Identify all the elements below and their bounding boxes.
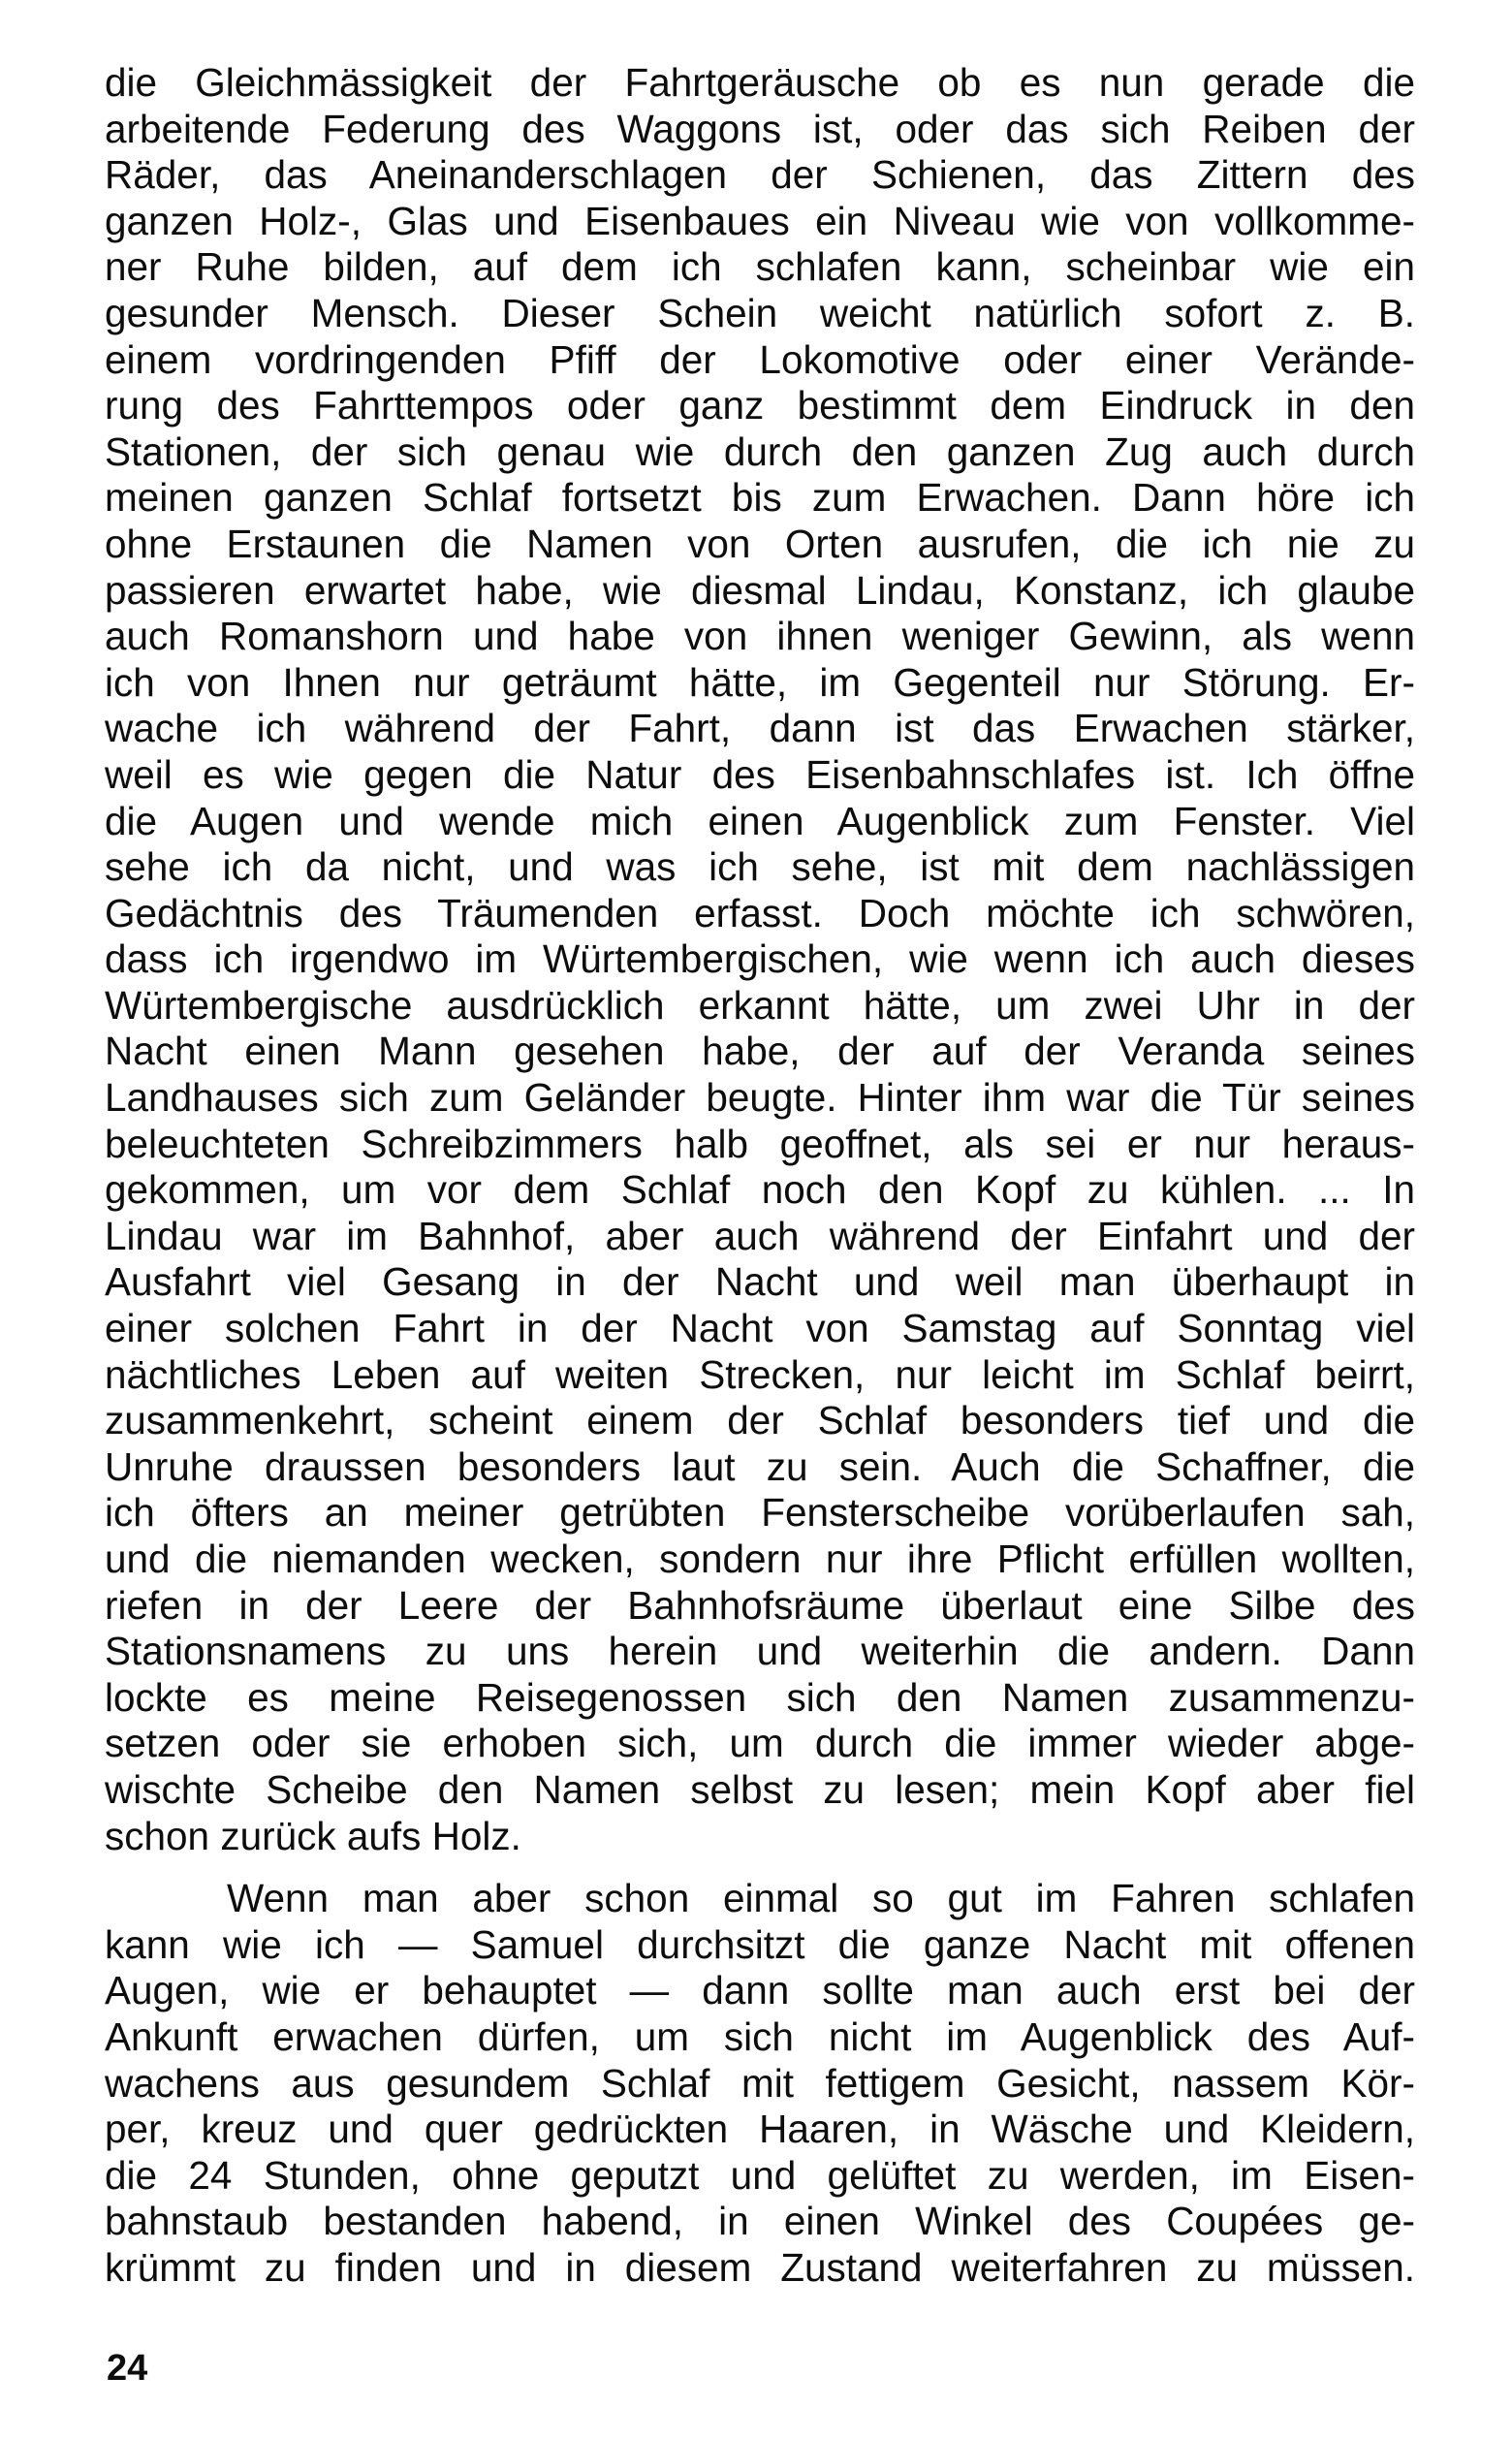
text-line: wache ich während der Fahrt, dann ist das Erwachen stärker,: [105, 706, 1415, 751]
text-line: die Gleichmässigkeit der Fahrtgeräusche ob es nun gerade die: [105, 60, 1415, 105]
text-line: auch Romanshorn und habe von ihnen weniger Gewinn, als wenn: [105, 614, 1415, 659]
text-line: riefen in der Leere der Bahnhofsräume überlaut eine Silbe des: [105, 1582, 1415, 1628]
text-line: zusammenkehrt, scheint einem der Schlaf besonders tief und die: [105, 1398, 1415, 1443]
text-line: ich von Ihnen nur geträumt hätte, im Gegenteil nur Störung. Er-: [105, 659, 1415, 705]
text-line: die 24 Stunden, ohne geputzt und gelüftet zu werden, im Eisen-: [105, 2152, 1415, 2198]
text-line: einer solchen Fahrt in der Nacht von Samstag auf Sonntag viel: [105, 1306, 1415, 1351]
text-line: arbeitende Federung des Waggons ist, oder das sich Reiben der: [105, 106, 1415, 151]
text-line: Räder, das Aneinanderschlagen der Schienen, das Zittern des: [105, 152, 1415, 198]
text-line: gesunder Mensch. Dieser Schein weicht natürlich sofort z. B.: [105, 290, 1415, 335]
text-line: dass ich irgendwo im Würtembergischen, wie wenn ich auch dieses: [105, 936, 1415, 982]
text-line: schon zurück aufs Holz.: [105, 1813, 521, 1858]
body-text: [105, 60, 1415, 2292]
text-line: lockte es meine Reisegenossen sich den Namen zusammenzu-: [105, 1674, 1415, 1720]
text-line: Landhauses sich zum Geländer beugte. Hinter ihm war die Tür seines: [105, 1075, 1415, 1121]
text-line: wachens aus gesundem Schlaf mit fettigem Gesicht, nassem Kör-: [105, 2060, 1415, 2106]
text-line: kann wie ich — Samuel durchsitzt die ganze Nacht mit offenen: [105, 1921, 1415, 1967]
text-line: gekommen, um vor dem Schlaf noch den Kopf zu kühlen. ... In: [105, 1167, 1415, 1213]
text-line: wischte Scheibe den Namen selbst zu lesen; mein Kopf aber fiel: [105, 1766, 1415, 1812]
text-line: krümmt zu finden und in diesem Zustand weiterfahren zu müssen.: [105, 2244, 1415, 2290]
text-line: ner Ruhe bilden, auf dem ich schlafen kann, scheinbar wie ein: [105, 244, 1415, 290]
text-line: Ankunft erwachen dürfen, um sich nicht im Augenblick des Auf-: [105, 2013, 1415, 2059]
paragraph-2: [105, 1876, 1415, 2291]
text-line: Unruhe draussen besonders laut zu sein. Auch die Schaffner, die: [105, 1443, 1415, 1489]
text-line: setzen oder sie erhoben sich, um durch die immer wieder abge-: [105, 1721, 1415, 1766]
text-line: Stationsnamens zu uns herein und weiterhin die andern. Dann: [105, 1629, 1415, 1674]
text-line: Gedächtnis des Träumenden erfasst. Doch möchte ich schwören,: [105, 890, 1415, 935]
text-line: einem vordringenden Pfiff der Lokomotive oder einer Verände-: [105, 336, 1415, 382]
text-line: Stationen, der sich genau wie durch den ganzen Zug auch durch: [105, 428, 1415, 474]
text-line: beleuchteten Schreibzimmers halb geoffnet, als sei er nur heraus-: [105, 1121, 1415, 1166]
text-line: nächtliches Leben auf weiten Strecken, nur leicht im Schlaf beirrt,: [105, 1351, 1415, 1397]
text-line: Würtembergische ausdrücklich erkannt hätte, um zwei Uhr in der: [105, 982, 1415, 1028]
paragraph-1: [105, 60, 1415, 1859]
text-line: ganzen Holz-, Glas und Eisenbaues ein Niveau wie von vollkomme-: [105, 198, 1415, 243]
text-line: bahnstaub bestanden habend, in einen Winkel des Coupées ge-: [105, 2199, 1415, 2244]
text-line: sehe ich da nicht, und was ich sehe, ist mit dem nachlässigen: [105, 844, 1415, 890]
text-line: per, kreuz und quer gedrückten Haaren, in Wäsche und Kleidern,: [105, 2107, 1415, 2152]
text-line: rung des Fahrttempos oder ganz bestimmt dem Eindruck in den: [105, 383, 1415, 428]
text-line: ich öfters an meiner getrübten Fensterscheibe vorüberlaufen sah,: [105, 1490, 1415, 1536]
text-line: Ausfahrt viel Gesang in der Nacht und weil man überhaupt in: [105, 1259, 1415, 1305]
text-line: Augen, wie er behauptet — dann sollte man auch erst bei der: [105, 1968, 1415, 2013]
text-line: und die niemanden wecken, sondern nur ihre Pflicht erfüllen wollten,: [105, 1537, 1415, 1581]
text-line: passieren erwartet habe, wie diesmal Lindau, Konstanz, ich glaube: [105, 567, 1415, 613]
text-line: weil es wie gegen die Natur des Eisenbahnschlafes ist. Ich öffne: [105, 751, 1415, 797]
text-line: Nacht einen Mann gesehen habe, der auf der Veranda seines: [105, 1029, 1415, 1074]
text-line: die Augen und wende mich einen Augenblick zum Fenster. Viel: [105, 798, 1415, 843]
text-line: Wenn man aber schon einmal so gut im Fahren schlafen: [227, 1876, 1415, 1921]
page-number: 24: [107, 2348, 148, 2389]
paragraph-gap: [105, 1859, 1415, 1876]
text-line: ohne Erstaunen die Namen von Orten ausrufen, die ich nie zu: [105, 521, 1415, 566]
text-line: meinen ganzen Schlaf fortsetzt bis zum Erwachen. Dann höre ich: [105, 475, 1415, 521]
text-line: Lindau war im Bahnhof, aber auch während der Einfahrt und der: [105, 1213, 1415, 1258]
